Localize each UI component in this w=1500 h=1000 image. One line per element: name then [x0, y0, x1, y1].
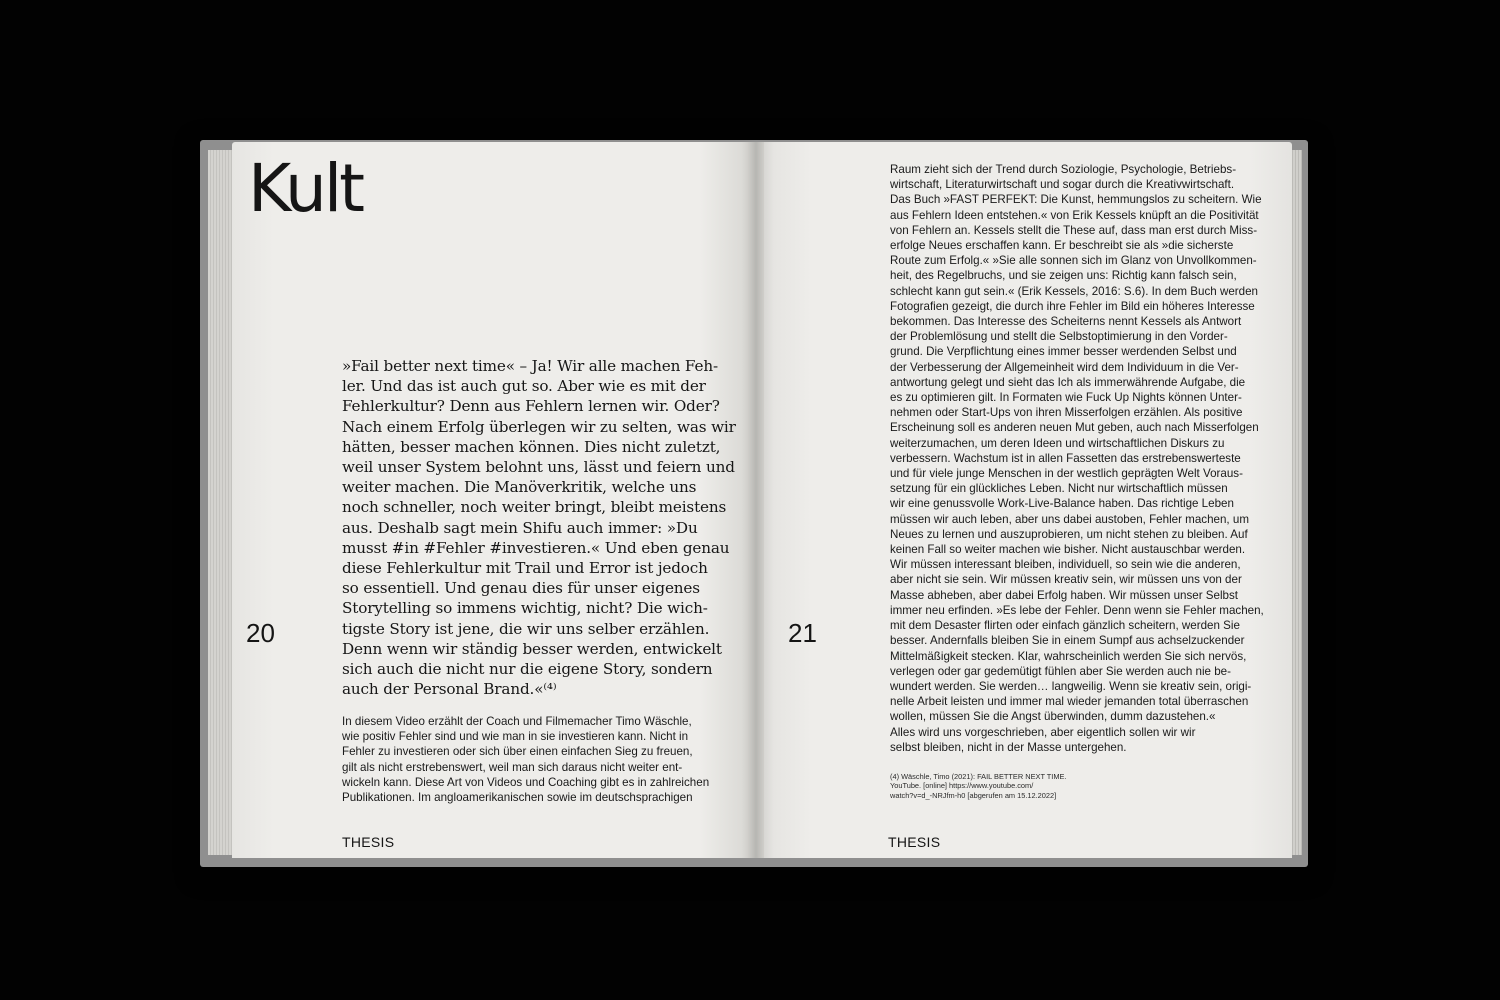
page-title: Kult: [248, 150, 363, 227]
book-gutter: [748, 142, 764, 858]
running-footer-left: THESIS: [342, 834, 395, 850]
left-page: [232, 142, 752, 858]
body-text-right: Raum zieht sich der Trend durch Soziologie, Psychologie, Betriebs- wirtschaft, Literaturwirtschaft und sogar durch die Kreativwirtschaft. Das Buch »FAST PERFEKT: Die Kunst, hemmungslos zu scheitern. Wie aus Fehlern Ideen entstehen.« von Erik Kessels knüpft an die Positivität von Fehlern an. Kessels stellt die These auf, dass man erst durch Miss- erfolge Neues erschaffen kann. Er beschreibt sie als »die sicherste Route zum Erfolg.« »Sie alle sonnen sich im Glanz von Unvollkommen- heit, des Regelbruchs, und sie zeigen uns: Richtig kann falsch sein, schlecht kann gut sein.« (Erik Kessels, 2016: S.6). In dem Buch werden Fotografien gezeigt, die durch ihre Fehler im Bild ein höheres Interesse bekommen. Das Interesse des Scheiterns nennt Kessels als Antwort der Problemlösung und stellt die Selbstoptimierung in den Vorder- grund. Die Verpflichtung eines immer besser werdenden Selbst und der Verbesserung der Allgemeinheit wird dem Individuum in die Ver- antwortung gelegt und sieht das Ich als immerwährende Aufgabe, die es zu optimieren gilt. In Formaten wie Fuck Up Nights können Unter- nehmen oder Start-Ups von ihren Misserfolgen erzählen. Als positive Erscheinung soll es anderen neuen Mut geben, auch nach Misserfolgen weiterzumachen, um deren Ideen und wirtschaftlichen Diskurs zu verbessern. Wachstum ist in allen Fassetten das erstrebenswerteste und für viele junge Menschen in der westlich geprägten Welt Voraus- setzung für ein glückliches Leben. Nicht nur wirtschaftlich müssen wir eine genussvolle Work-Live-Balance haben. Das richtige Leben müssen wir auch leben, aber uns dabei austoben, Fehler machen, um Neues zu lernen und auszuprobieren, um nicht stehen zu bleiben. Auf keinen Fall so weiter machen wie bisher. Nicht austauschbar werden. Wir müssen interessant bleiben, individuell, so sein wie die anderen, aber nicht sie sein. Wir müssen kreativ sein, wir müssen uns von der Masse abheben, aber dabei Erfolg haben. Wir müssen unser Selbst immer neu erfinden. »Es lebe der Fehler. Denn wenn sie Fehler machen, mit dem Desaster flirten oder einfach gänzlich scheitern, werden Sie besser. Andernfalls bleiben Sie in einem Sumpf aus achselzuckender Mittelmäßigkeit stecken. Klar, wahrscheinlich werden Sie sich nervös, verlegen oder gar gedemütigt fühlen aber Sie werden auch nie be- wundert werden. Sie werden… langweilig. Wenn sie kreativ sein, origi- nelle Arbeit leisten und immer mal wieder jemanden total überraschen wollen, müssen Sie die Angst überwinden, dumm dazustehen.« Alles wird uns vorgeschrieben, aber eigentlich sollen wir wir selbst bleiben, nicht in der Masse untergehen.: [890, 163, 1264, 754]
page-edges-left: [208, 150, 234, 855]
footnote: (4) Wäschle, Timo (2021): FAIL BETTER NEXT TIME. YouTube. [online] https://www.youtube.com/ watch?v=d_-NRJfm-h0 [abgerufen am 15.12.2022]: [890, 772, 1067, 800]
pull-quote: »Fail better next time« – Ja! Wir alle machen Feh- ler. Und das ist auch gut so. Aber wie es mit der Fehlerkultur? Denn aus Fehlern lernen wir. Oder? Nach einem Erfolg überlegen wir zu selten, was wir hätten, besser machen können. Dies nicht zuletzt, weil unser System belohnt uns, lässt und feiern und weiter machen. Die Manöverkritik, welche uns noch schneller, noch weiter bringt, bleibt meistens aus. Deshalb sagt mein Shifu auch immer: »Du musst #in #Fehler #investieren.« Und eben genau diese Fehlerkultur mit Trail und Error ist jedoch so essentiell. Und genau dies für unser eigenes Storytelling so immens wichtig, nicht? Die wich- tigste Story ist jene, die wir uns selber erzählen. Denn wenn wir ständig besser werden, entwickelt sich auch die nicht nur die eigene Story, sondern auch der Personal Brand.«⁽⁴⁾: [342, 357, 736, 699]
page-number-left: 20: [246, 618, 275, 648]
right-page: [758, 142, 1292, 858]
page-number-right: 21: [788, 618, 817, 648]
body-text-left: In diesem Video erzählt der Coach und Filmemacher Timo Wäschle, wie positiv Fehler sind und wie man in sie investieren kann. Nicht in Fehler zu investieren oder sich über einen einfachen Sieg zu freuen, gilt als nicht erstrebenswert, weil man sich daraus nicht weiter ent- wickeln kann. Diese Art von Videos und Coaching gibt es in zahlreichen Publikationen. Im angloamerikanischen sowie im deutschsprachigen: [342, 715, 710, 805]
running-footer-right: THESIS: [888, 834, 941, 850]
